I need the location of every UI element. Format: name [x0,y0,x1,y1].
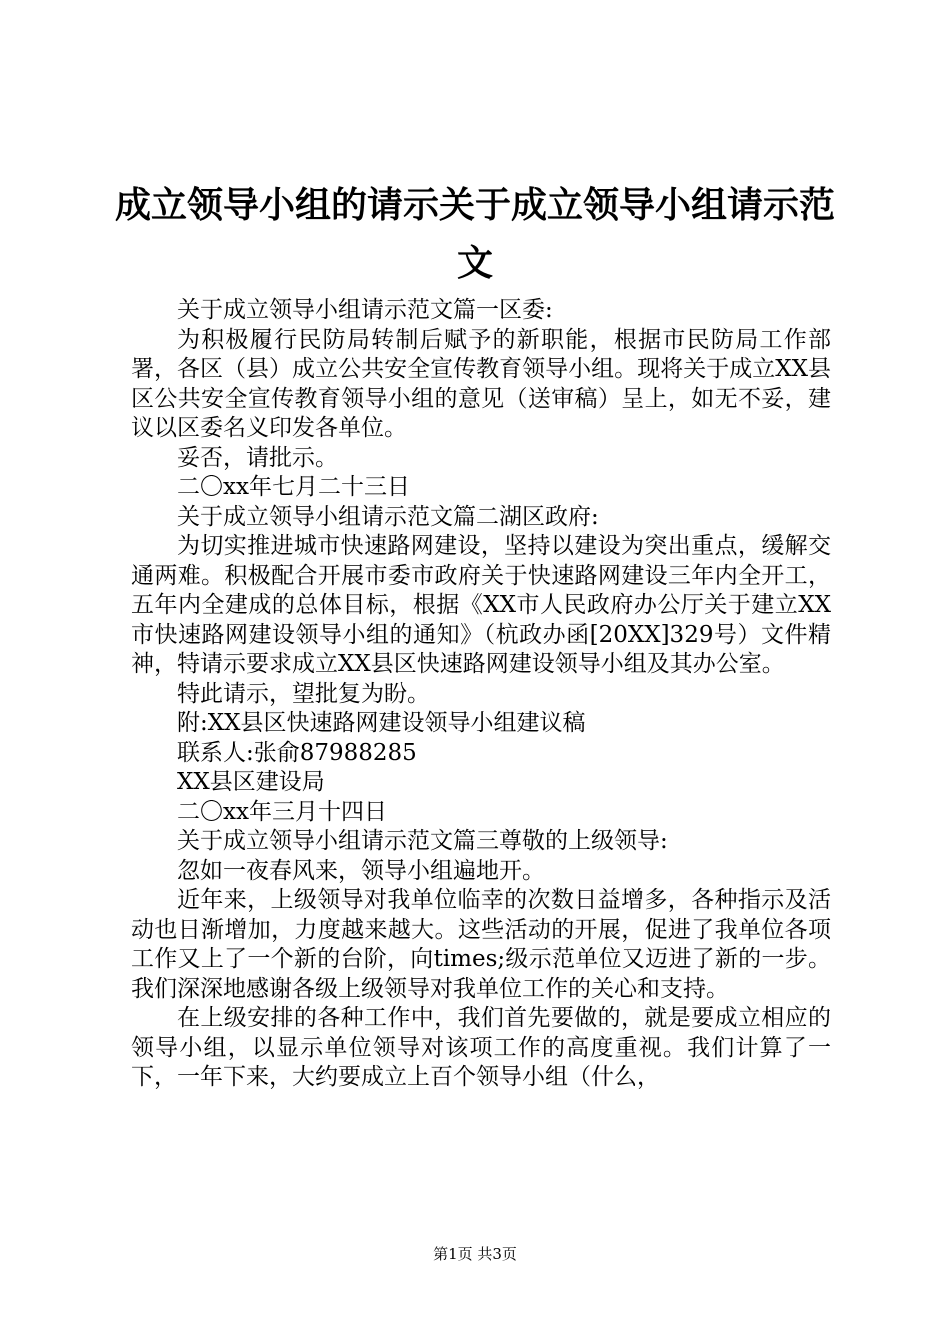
paragraph: 在上级安排的各种工作中，我们首先要做的，就是要成立相应的领导小组，以显示单位领导对该项工作的高度重视。我们计算了一下，一年下来，大约要成立上百个领导小组（什么， [131,1005,831,1090]
paragraph: 为切实推进城市快速路网建设，坚持以建设为突出重点，缓解交通两难。积极配合开展市委市政府关于快速路网建设三年内全开工，五年内全建成的总体目标，根据《XX市人民政府办公厅关于建立XX市快速路网建设领导小组的通知》（杭政办函[20XX]329号）文件精神，特请示要求成立XX县区快速路网建设领导小组及其办公室。 [131,533,831,677]
paragraph: 二〇xx年三月十四日 [177,798,387,825]
paragraph: 关于成立领导小组请示范文篇二湖区政府: [177,503,599,530]
paragraph: 特此请示，望批复为盼。 [177,680,430,707]
paragraph: 关于成立领导小组请示范文篇三尊敬的上级领导: [177,828,668,854]
paragraph: 关于成立领导小组请示范文篇一区委: [177,297,553,323]
paragraph: 妥否，请批示。 [177,444,338,471]
paragraph: 联系人:张俞87988285 [177,739,417,766]
paragraph: 近年来，上级领导对我单位临幸的次数日益增多，各种指示及活动也日渐增加，力度越来越大。这些活动的开展，促进了我单位各项工作又上了一个新的台阶，向times;级示范单位又迈进了新的一步。我们深深地感谢各级上级领导对我单位工作的关心和支持。 [131,887,831,1002]
paragraph: 附:XX县区快速路网建设领导小组建议稿 [177,710,586,736]
paragraph: 忽如一夜春风来，领导小组遍地开。 [177,857,545,884]
document-body [131,296,831,1093]
paragraph: 二〇xx年七月二十三日 [177,474,410,500]
paragraph: 为积极履行民防局转制后赋予的新职能，根据市民防局工作部署，各区（县）成立公共安全宣传教育领导小组。现将关于成立XX县区公共安全宣传教育领导小组的意见（送审稿）呈上，如无不妥，建议以区委名义印发各单位。 [131,326,831,441]
page-footer: 第1页 共3页 [433,1245,517,1263]
paragraph: XX县区建设局 [177,769,325,795]
document-title: 成立领导小组的请示关于成立领导小组请示范文 [114,184,835,284]
